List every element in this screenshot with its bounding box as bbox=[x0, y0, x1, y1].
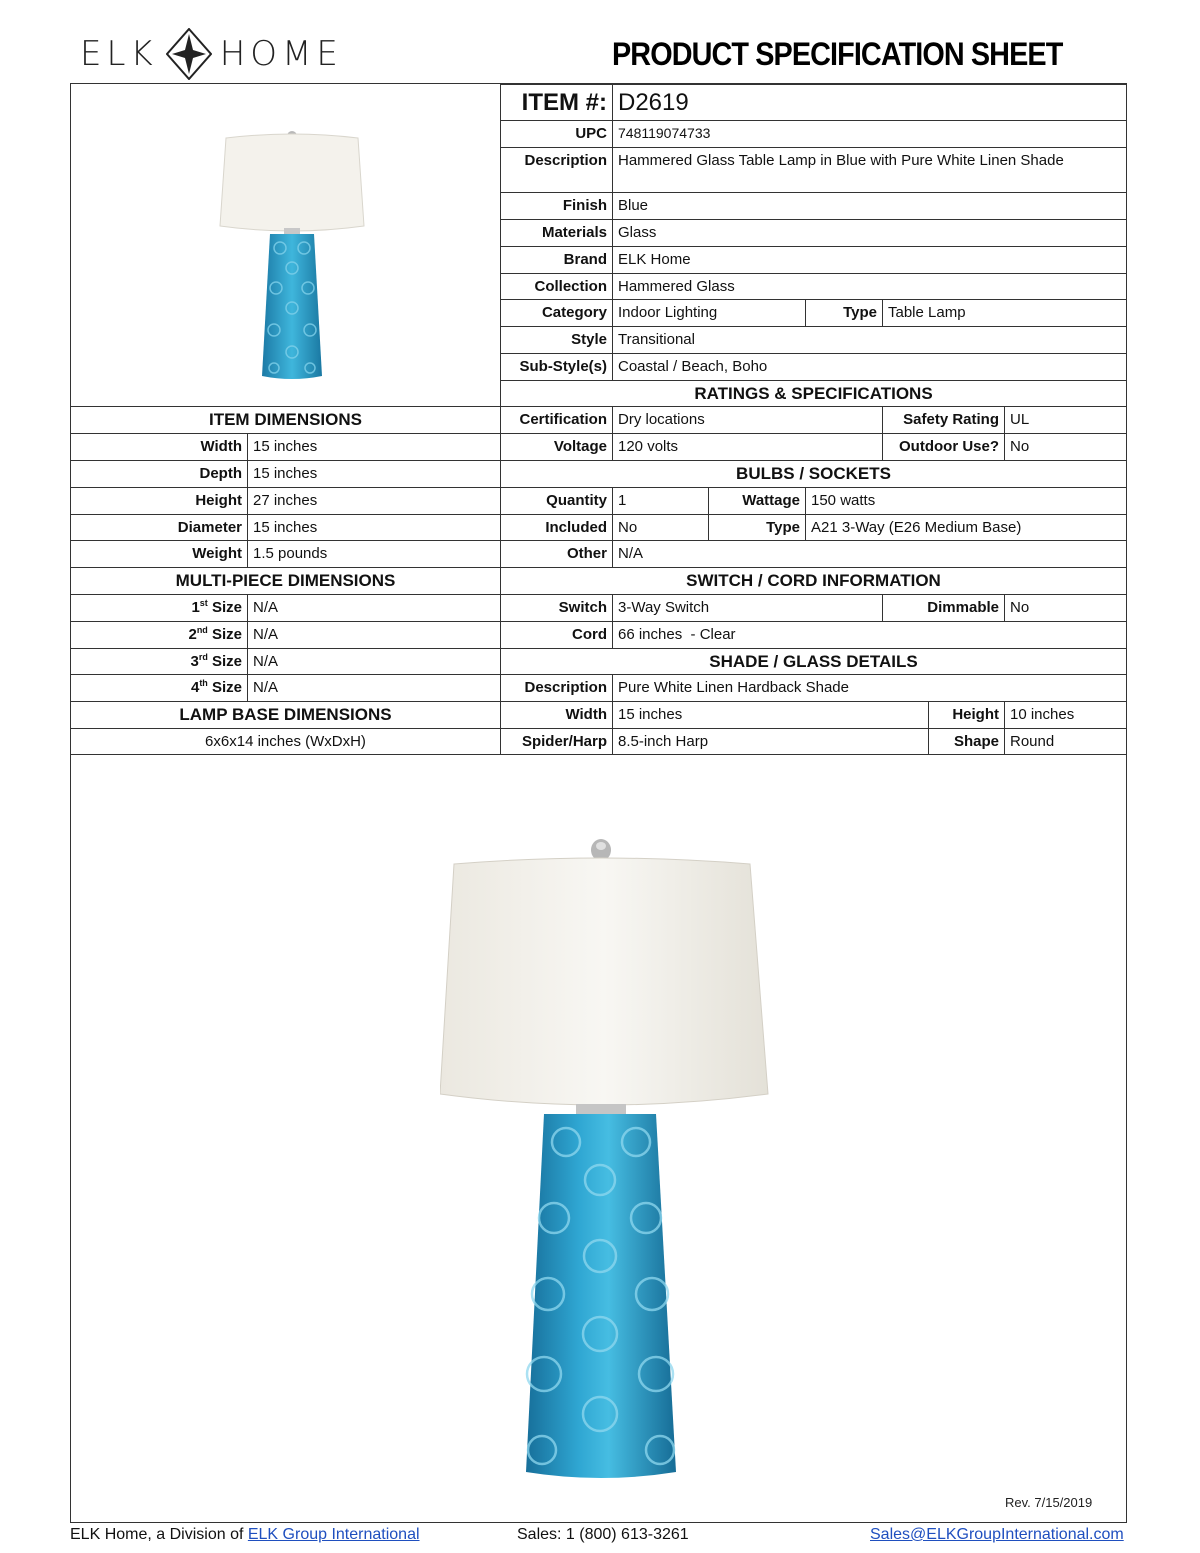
style-label: Style bbox=[500, 326, 613, 354]
quantity-value: 1 bbox=[612, 487, 709, 515]
finish-label: Finish bbox=[500, 192, 613, 220]
depth-label: Depth bbox=[70, 460, 248, 488]
footer-division bbox=[70, 1526, 420, 1544]
sheet-title: PRODUCT SPECIFICATION SHEET bbox=[612, 36, 1063, 72]
certification-value: Dry locations bbox=[612, 406, 883, 434]
description-label: Description bbox=[500, 147, 613, 193]
type-label: Type bbox=[805, 299, 883, 327]
lamp-product-image bbox=[440, 832, 780, 1482]
certification-label: Certification bbox=[500, 406, 613, 434]
multi-piece-heading: MULTI-PIECE DIMENSIONS bbox=[70, 567, 501, 595]
brand-value: ELK Home bbox=[612, 246, 1127, 274]
wattage-value: 150 watts bbox=[805, 487, 1127, 515]
quantity-label: Quantity bbox=[500, 487, 613, 515]
cord-label: Cord bbox=[500, 621, 613, 649]
size-3-value: N/A bbox=[247, 648, 501, 675]
other-label: Other bbox=[500, 540, 613, 568]
dimmable-label: Dimmable bbox=[882, 594, 1005, 622]
type-value: Table Lamp bbox=[882, 299, 1127, 327]
shade-height-label: Height bbox=[928, 701, 1005, 729]
spider-harp-value: 8.5-inch Harp bbox=[612, 728, 929, 755]
footer-division-link[interactable]: ELK Group International bbox=[247, 1526, 420, 1543]
outdoor-use-value: No bbox=[1004, 433, 1127, 461]
upc-value: 748119074733 bbox=[612, 120, 1127, 148]
size-3-label: 3rd Size bbox=[70, 648, 248, 675]
upc-label: UPC bbox=[500, 120, 613, 148]
weight-label: Weight bbox=[70, 540, 248, 568]
category-label: Category bbox=[500, 299, 613, 327]
lamp-base-value: 6x6x14 inches (WxDxH) bbox=[70, 728, 501, 755]
safety-rating-label: Safety Rating bbox=[882, 406, 1005, 434]
collection-label: Collection bbox=[500, 273, 613, 300]
size-1-value: N/A bbox=[247, 594, 501, 622]
size-2-value: N/A bbox=[247, 621, 501, 649]
style-value: Transitional bbox=[612, 326, 1127, 354]
footer-sales-phone: Sales: 1 (800) 613-3261 bbox=[517, 1526, 689, 1543]
size-4-value: N/A bbox=[247, 674, 501, 702]
switch-cord-heading: SWITCH / CORD INFORMATION bbox=[500, 567, 1127, 595]
shade-description-value: Pure White Linen Hardback Shade bbox=[612, 674, 1127, 702]
width-label: Width bbox=[70, 433, 248, 461]
shade-width-label: Width bbox=[500, 701, 613, 729]
lamp-base-heading: LAMP BASE DIMENSIONS bbox=[70, 701, 501, 729]
shade-shape-value: Round bbox=[1004, 728, 1127, 755]
shade-height-value: 10 inches bbox=[1004, 701, 1127, 729]
shade-shape-label: Shape bbox=[928, 728, 1005, 755]
size-2-label: 2nd Size bbox=[70, 621, 248, 649]
wattage-label: Wattage bbox=[708, 487, 806, 515]
logo-word-right: HOME bbox=[219, 34, 343, 74]
weight-value: 1.5 pounds bbox=[247, 540, 501, 568]
switch-label: Switch bbox=[500, 594, 613, 622]
shade-description-label: Description bbox=[500, 674, 613, 702]
shade-width-value: 15 inches bbox=[612, 701, 929, 729]
bulbs-heading: BULBS / SOCKETS bbox=[500, 460, 1127, 488]
collection-value: Hammered Glass bbox=[612, 273, 1127, 300]
shade-glass-heading: SHADE / GLASS DETAILS bbox=[500, 648, 1127, 675]
substyle-value: Coastal / Beach, Boho bbox=[612, 353, 1127, 381]
voltage-label: Voltage bbox=[500, 433, 613, 461]
voltage-value: 120 volts bbox=[612, 433, 883, 461]
safety-rating-value: UL bbox=[1004, 406, 1127, 434]
spec-table bbox=[0, 0, 1200, 760]
bulb-type-label: Type bbox=[708, 514, 806, 541]
size-1-label: 1st Size bbox=[70, 594, 248, 622]
brand-label: Brand bbox=[500, 246, 613, 274]
height-label: Height bbox=[70, 487, 248, 515]
dimmable-value: No bbox=[1004, 594, 1127, 622]
ratings-heading: RATINGS & SPECIFICATIONS bbox=[500, 380, 1127, 407]
footer-email-link[interactable]: Sales@ELKGroupInternational.com bbox=[870, 1526, 1124, 1543]
diameter-value: 15 inches bbox=[247, 514, 501, 541]
logo-word-left: ELK bbox=[80, 34, 158, 74]
materials-value: Glass bbox=[612, 219, 1127, 247]
footer-email bbox=[870, 1526, 1124, 1544]
item-dimensions-heading: ITEM DIMENSIONS bbox=[70, 406, 501, 434]
diameter-label: Diameter bbox=[70, 514, 248, 541]
depth-value: 15 inches bbox=[247, 460, 501, 488]
switch-value: 3-Way Switch bbox=[612, 594, 883, 622]
finish-value: Blue bbox=[612, 192, 1127, 220]
spider-harp-label: Spider/Harp bbox=[500, 728, 613, 755]
category-value: Indoor Lighting bbox=[612, 299, 806, 327]
outdoor-use-label: Outdoor Use? bbox=[882, 433, 1005, 461]
other-value: N/A bbox=[612, 540, 1127, 568]
size-4-label: 4th Size bbox=[70, 674, 248, 702]
included-label: Included bbox=[500, 514, 613, 541]
width-value: 15 inches bbox=[247, 433, 501, 461]
item-number-label: ITEM #: bbox=[500, 84, 613, 121]
included-value: No bbox=[612, 514, 709, 541]
revision-date: Rev. 7/15/2019 bbox=[1005, 1495, 1093, 1510]
materials-label: Materials bbox=[500, 219, 613, 247]
item-number-value: D2619 bbox=[612, 84, 1127, 121]
substyle-label: Sub-Style(s) bbox=[500, 353, 613, 381]
height-value: 27 inches bbox=[247, 487, 501, 515]
cord-value: 66 inches - Clear bbox=[612, 621, 1127, 649]
description-value: Hammered Glass Table Lamp in Blue with Pure White Linen Shade bbox=[612, 147, 1127, 193]
bulb-type-value: A21 3-Way (E26 Medium Base) bbox=[805, 514, 1127, 541]
footer-division-text: ELK Home, a Division of bbox=[70, 1526, 248, 1543]
